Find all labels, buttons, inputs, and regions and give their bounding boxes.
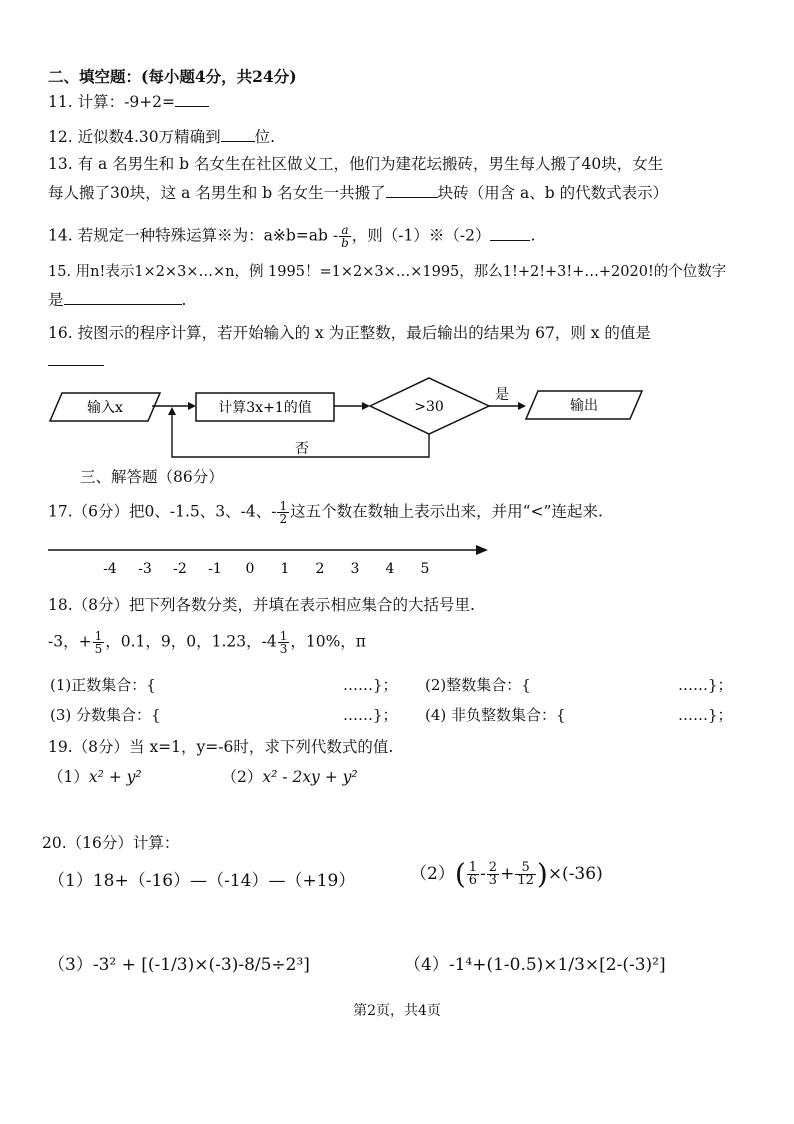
input-label: 输入x [87,400,123,416]
condition-label: >30 [414,399,444,415]
question-12 [48,126,754,148]
q18-f1-num: 1 [94,629,103,643]
q19-number: 19. [48,738,73,756]
q18-number: 18. [48,596,73,614]
question-19 [48,736,754,758]
number-line-tick-label: -2 [173,561,187,577]
q20-expr3: -3² + [(-1/3)×(-3)-8/5÷2³] [92,955,310,975]
question-13-line1 [48,153,754,175]
arrow-1-head [188,402,196,410]
q18-set1-close[interactable] [343,674,398,695]
q17-text-b: 这五个数在数轴上表示出来，并用“<”连起来. [290,502,603,521]
q12-text-b: 位. [254,128,276,146]
page-footer: 第2页，共4页 [353,1003,441,1019]
q18-f2-den: 3 [279,642,288,656]
set4-close: ……}； [678,706,733,724]
q17-frac-den: 2 [279,512,288,526]
q17-fraction [277,500,289,525]
q15-answer-blank[interactable] [64,290,182,305]
q18-set3-close[interactable] [343,704,398,725]
q14-frac-den: b [341,236,349,250]
q13-number: 13. [48,155,73,173]
q20-part1 [48,870,754,892]
q12-text-a: 近似数4.30万精确到 [77,128,221,146]
q13-line1: 有 a 名男生和 b 名女生在社区做义工，他们为建花坛搬砖，男生每人搬了40块，女生 [77,155,664,173]
q20-p4: （4） [404,955,449,975]
q15-line2: 是 [48,291,64,309]
number-line-tick-label: 0 [245,561,255,577]
q20-text: （16分）计算： [66,834,180,852]
question-17 [48,500,754,525]
question-11 [48,91,754,113]
q18-set4 [425,704,566,725]
set1-close: ……}； [343,676,398,694]
number-line-tick-label: -4 [103,561,117,577]
q18-f1-den: 5 [94,642,103,656]
question-15-line2: 是 . [48,291,187,309]
question-15-line1 [48,261,754,283]
number-line-tick-label: 3 [350,561,360,577]
set1-label: (1)正数集合：{ [50,676,156,694]
arrow-yes-head [518,402,526,410]
number-line-tick-label: -3 [138,561,152,577]
number-line-tick-label: 1 [280,561,290,577]
q19-parts [48,766,754,788]
compute-label: 计算3x+1的值 [218,400,312,416]
q17-number: 17. [48,502,73,521]
q14-text-a: 若规定一种特殊运算※为：a※b=ab - [77,226,339,245]
q18-numbers-c: ，10%，π [290,632,366,651]
q18-set3 [50,704,161,725]
q18-text: （8分）把下列各数分类，并填在表示相应集合的大括号里. [72,596,475,614]
q13-answer-blank[interactable] [386,183,438,198]
q20-expr4: -1⁴+(1-0.5)×1/3×[2-(-3)²] [448,955,666,975]
q20-expr1: 18+（-16）—（-14）—（+19） [92,871,356,891]
q20-expr2-tail: ×(-36) [547,864,603,884]
q12-answer-blank[interactable] [221,127,255,142]
q12-number: 12. [48,128,73,146]
q17-frac-num: 1 [279,499,288,513]
number-line-tick-label: 5 [420,561,430,577]
q18-set2 [425,674,531,695]
section2-title: 二、填空题：(每小题4分，共24分) [48,67,297,86]
q13-line2-a: 每人搬了30块，这 a 名男生和 b 名女生一共搬了 [48,184,386,202]
set2-label: (2)整数集合：{ [425,676,531,694]
q11-number: 11. [48,93,73,111]
question-18 [48,594,754,616]
question-16-line2 [48,350,754,372]
q14-frac-num: a [339,224,351,237]
q19-expr2: x² - 2xy + y² [262,768,358,786]
set2-close: ……}； [678,676,733,694]
question-13-line2 [48,182,754,204]
q14-number: 14. [48,226,73,245]
q20-number: 20. [42,834,67,852]
section3-title: 三、解答题（86分） [80,468,224,486]
q17-text-a: （6分）把0、-1.5、3、-4、- [72,502,277,521]
q14-answer-blank[interactable] [490,226,530,241]
set3-close: ……}； [343,706,398,724]
flowchart [40,375,760,465]
number-line-tick-label: 4 [385,561,395,577]
q18-numbers [48,630,754,655]
q16-answer-blank[interactable] [48,351,104,366]
q11-text: 计算：-9+2= [77,93,176,111]
q20-p1: （1） [48,871,93,891]
number-line-arrowhead [476,545,488,555]
q14-text-b: ，则（-1）※（-2） [351,226,491,245]
q18-set4-close[interactable] [678,704,733,725]
q18-numbers-a: -3，+ [48,632,92,651]
output-label: 输出 [570,398,598,414]
yes-label: 是 [495,387,509,403]
question-14: 14. 若规定一种特殊运算※为：a※b=ab - $\frac{a}{b}$ ，则（-1）※（-2） . [48,223,536,250]
number-line-tick-label: 2 [315,561,325,577]
q20-part2: （2）( $\frac{1}{6}$ - $\frac{2}{3}$ + $\frac{5}{12}$ )×(-36) [410,857,603,891]
question-20 [42,832,754,854]
set4-label: (4) 非负整数集合：{ [425,706,566,724]
q19-p1: （1） [48,768,89,786]
q18-fraction-1 [93,630,105,655]
q14-fraction [339,224,351,249]
q16-line1: 按图示的程序计算，若开始输入的 x 为正整数，最后输出的结果为 67，则 x 的值是 [77,324,651,342]
q18-numbers-b: ，0.1，9，0，1.23，-4 [105,632,277,651]
question-16-line1 [48,322,754,344]
number-line-tick-label: -1 [208,561,222,577]
q19-text: （8分）当 x=1，y=-6时，求下列代数式的值. [72,738,394,756]
q18-f2-num: 1 [279,629,288,643]
number-line [48,538,498,578]
q19-p2: （2） [221,768,263,786]
number-line-ticks [103,561,429,577]
q15-number: 15. [48,264,72,280]
q11-answer-blank[interactable] [175,92,209,107]
q19-expr1: x² + y² [88,768,142,786]
q13-line2-b: 块砖（用含 a、b 的代数式表示） [437,184,669,202]
q15-line1: 用n!表示1×2×3×…×n，例 1995！=1×2×3×…×1995，那么1!+2!+3!+…+2020!的个位数字 [75,264,727,280]
q18-set2-close[interactable] [678,674,733,695]
q20-p2: （2） [410,864,455,884]
no-label: 否 [295,441,309,457]
set3-label: (3) 分数集合：{ [50,706,161,724]
q20-part4 [404,954,666,976]
q18-fraction-2 [278,630,290,655]
q18-set1 [50,674,156,695]
q20-p3: （3） [48,955,93,975]
loop-back-head [168,407,176,415]
q16-number: 16. [48,324,73,342]
